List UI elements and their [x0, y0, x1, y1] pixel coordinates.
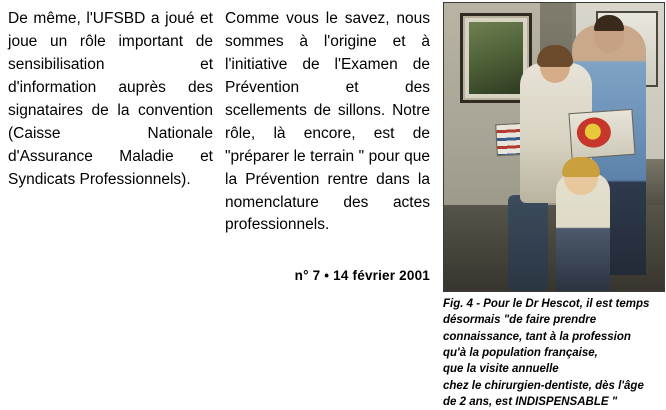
figure-block	[440, 0, 666, 408]
paragraph-left: De même, l'UFSBD a joué et joue un rôle important de sensibilisation et d'information auprès des signataires de la convention (Caisse Nationale d'Assurance Maladie et Syndicats Professionnels).	[8, 10, 213, 188]
photo-framed-artwork	[469, 22, 523, 94]
photo-woman-hair	[537, 45, 573, 67]
paragraph-middle: Comme vous le savez, nous sommes à l'origine et à l'initiative de l'Examen de Prévention et des scellements de sillons. Notre rôle, là encore, est de "préparer le terrain " pour que la Prévention rentre dans la nomenclature des actes professionnels.	[225, 10, 430, 234]
photo-prevention-kit-box	[568, 109, 635, 159]
figure-caption	[443, 296, 665, 410]
caption-line: que la visite annuelle	[443, 363, 559, 376]
caption-line: connaissance, tant à la profession	[443, 330, 631, 343]
text-column-middle	[225, 8, 430, 237]
caption-line: Fig. 4 - Pour le Dr Hescot, il est temps	[443, 298, 650, 310]
caption-line: de 2 ans, est INDISPENSABLE "	[443, 395, 618, 408]
caption-line: chez le chirurgien-dentiste, dès l'âge	[443, 379, 644, 392]
photo-child-hair	[562, 157, 600, 177]
photo-chair	[508, 195, 548, 291]
figure-photograph	[443, 2, 665, 292]
issue-number-date: n° 7 • 14 février 2001	[294, 268, 430, 283]
text-column-left	[8, 8, 213, 192]
caption-line: qu'à la population française,	[443, 346, 598, 359]
caption-line: désormais "de faire prendre	[443, 314, 597, 327]
